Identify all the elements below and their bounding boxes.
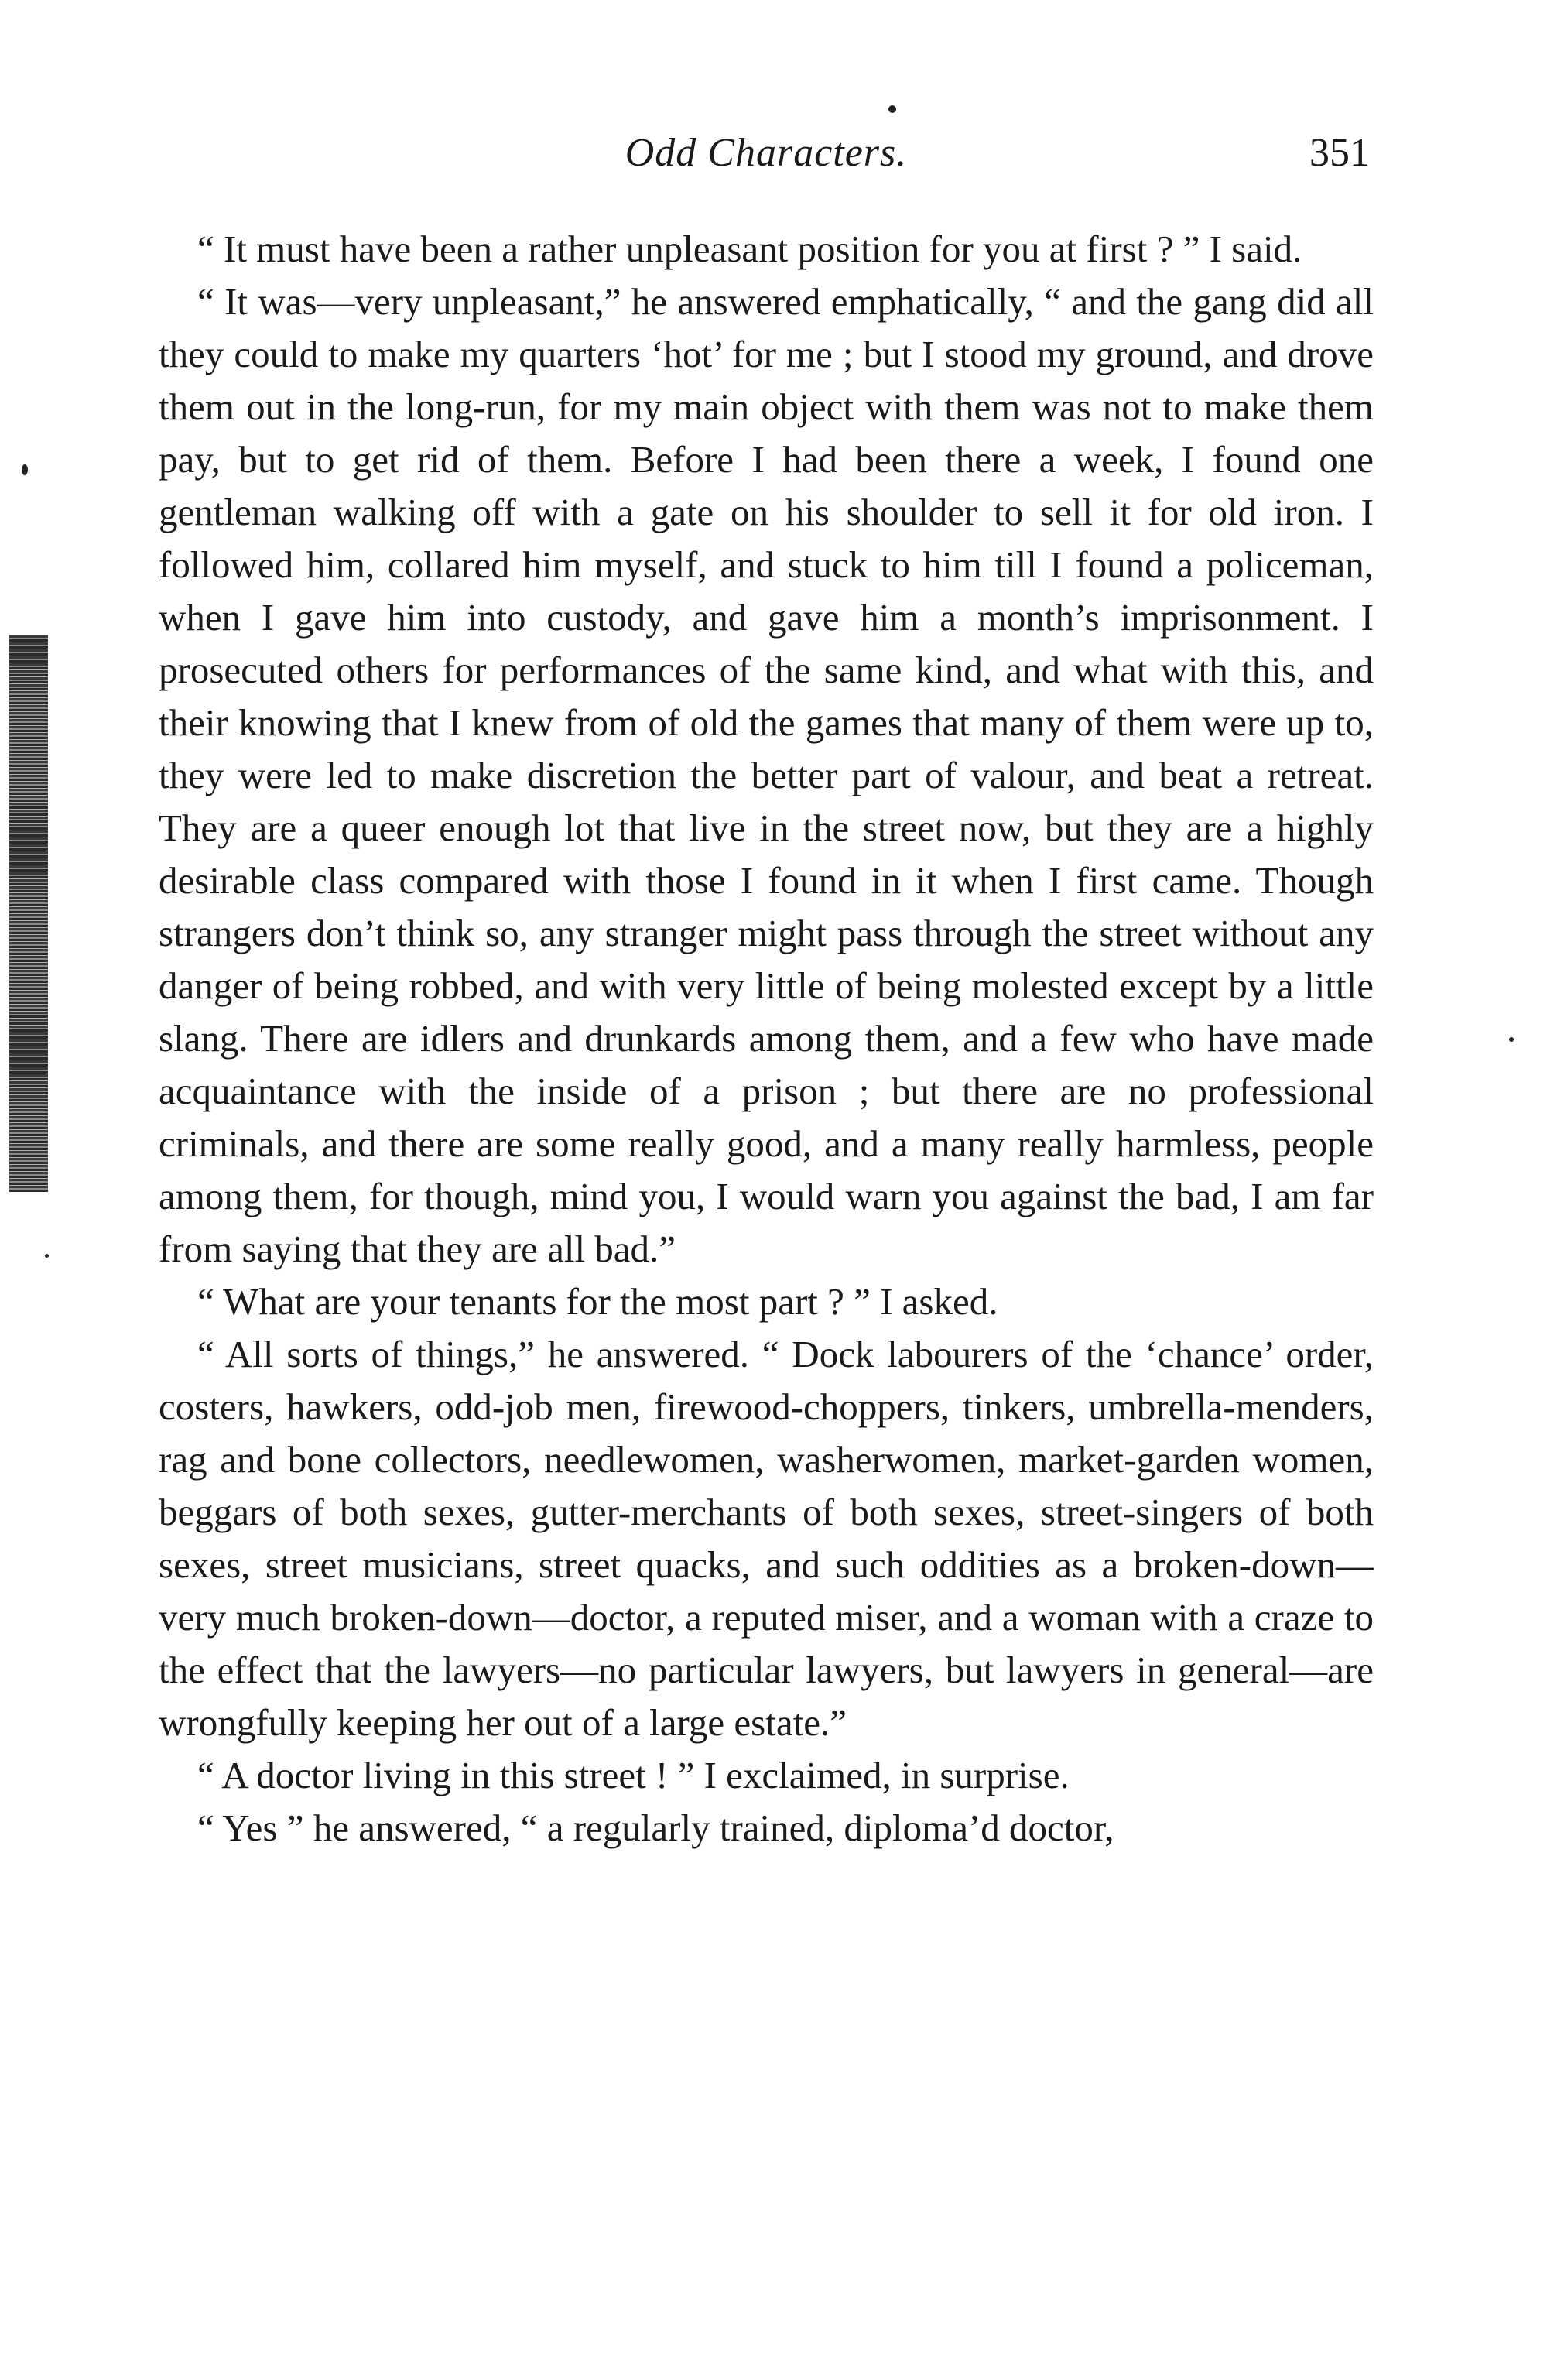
ink-speck	[1509, 1037, 1514, 1042]
paragraph: “ All sorts of things,” he answered. “ Dock labourers of the ‘chance’ order, costers, hawkers, odd-job men, firewood-choppers, tinkers, umbrella-menders, rag and bone collectors, needlewomen, washerwomen, market-garden women, beggars of both sexes, gutter-merchants of both sexes, street-singers of both sexes, street musicians, street quacks, and such oddities as a broken-down— very much broken-down—doctor, a reputed miser, and a woman with a craze to the effect that the lawyers—no particular lawyers, but lawyers in general—are wrongfully keeping her out of a large estate.”	[159, 1333, 1374, 1744]
paragraph: “ A doctor living in this street ! ” I exclaimed, in surprise.	[197, 1754, 1070, 1796]
ink-speck	[45, 1254, 49, 1258]
page-number: 351	[1309, 131, 1370, 175]
scan-margin-artifact	[9, 635, 48, 1192]
paragraph: “ It must have been a rather unpleasant position for you at first ? ” I said.	[197, 228, 1302, 270]
running-title: Odd Characters.	[625, 131, 908, 175]
ink-speck	[888, 105, 896, 113]
body-text	[159, 223, 1374, 1854]
paragraph: “ Yes ” he answered, “ a regularly trained, diploma’d doctor,	[197, 1806, 1114, 1849]
paragraph: “ What are your tenants for the most part ? ” I asked.	[197, 1280, 998, 1323]
paragraph: “ It was—very unpleasant,” he answered emphatically, “ and the gang did all they could to make my quarters ‘hot’ for me ; but I stood my ground, and drove them out in the long-run, for my main object with them was not to make them pay, but to get rid of them. Before I had been there a week, I found one gentleman walking off with a gate on his shoulder to sell it for old iron. I followed him, collared him myself, and stuck to him till I found a policeman, when I gave him into custody, and gave him a month’s imprisonment. I prosecuted others for performances of the same kind, and what with this, and their knowing that I knew from of old the games that many of them were up to, they were led to make discretion the better part of valour, and beat a retreat. They are a queer enough lot that live in the street now, but they are a highly desirable class compared with those I found in it when I first came. Though strangers don’t think so, any stranger might pass through the street without any danger of being robbed, and with very little of being molested except by a little slang. There are idlers and drunkards among them, and a few who have made acquaintance with the inside of a prison ; but there are no professional criminals, and there are some really good, and a many really harmless, people among them, for though, mind you, I would warn you against the bad, I am far from saying that they are all bad.”	[159, 280, 1374, 1270]
page-header	[163, 130, 1370, 192]
ink-speck	[22, 464, 28, 475]
